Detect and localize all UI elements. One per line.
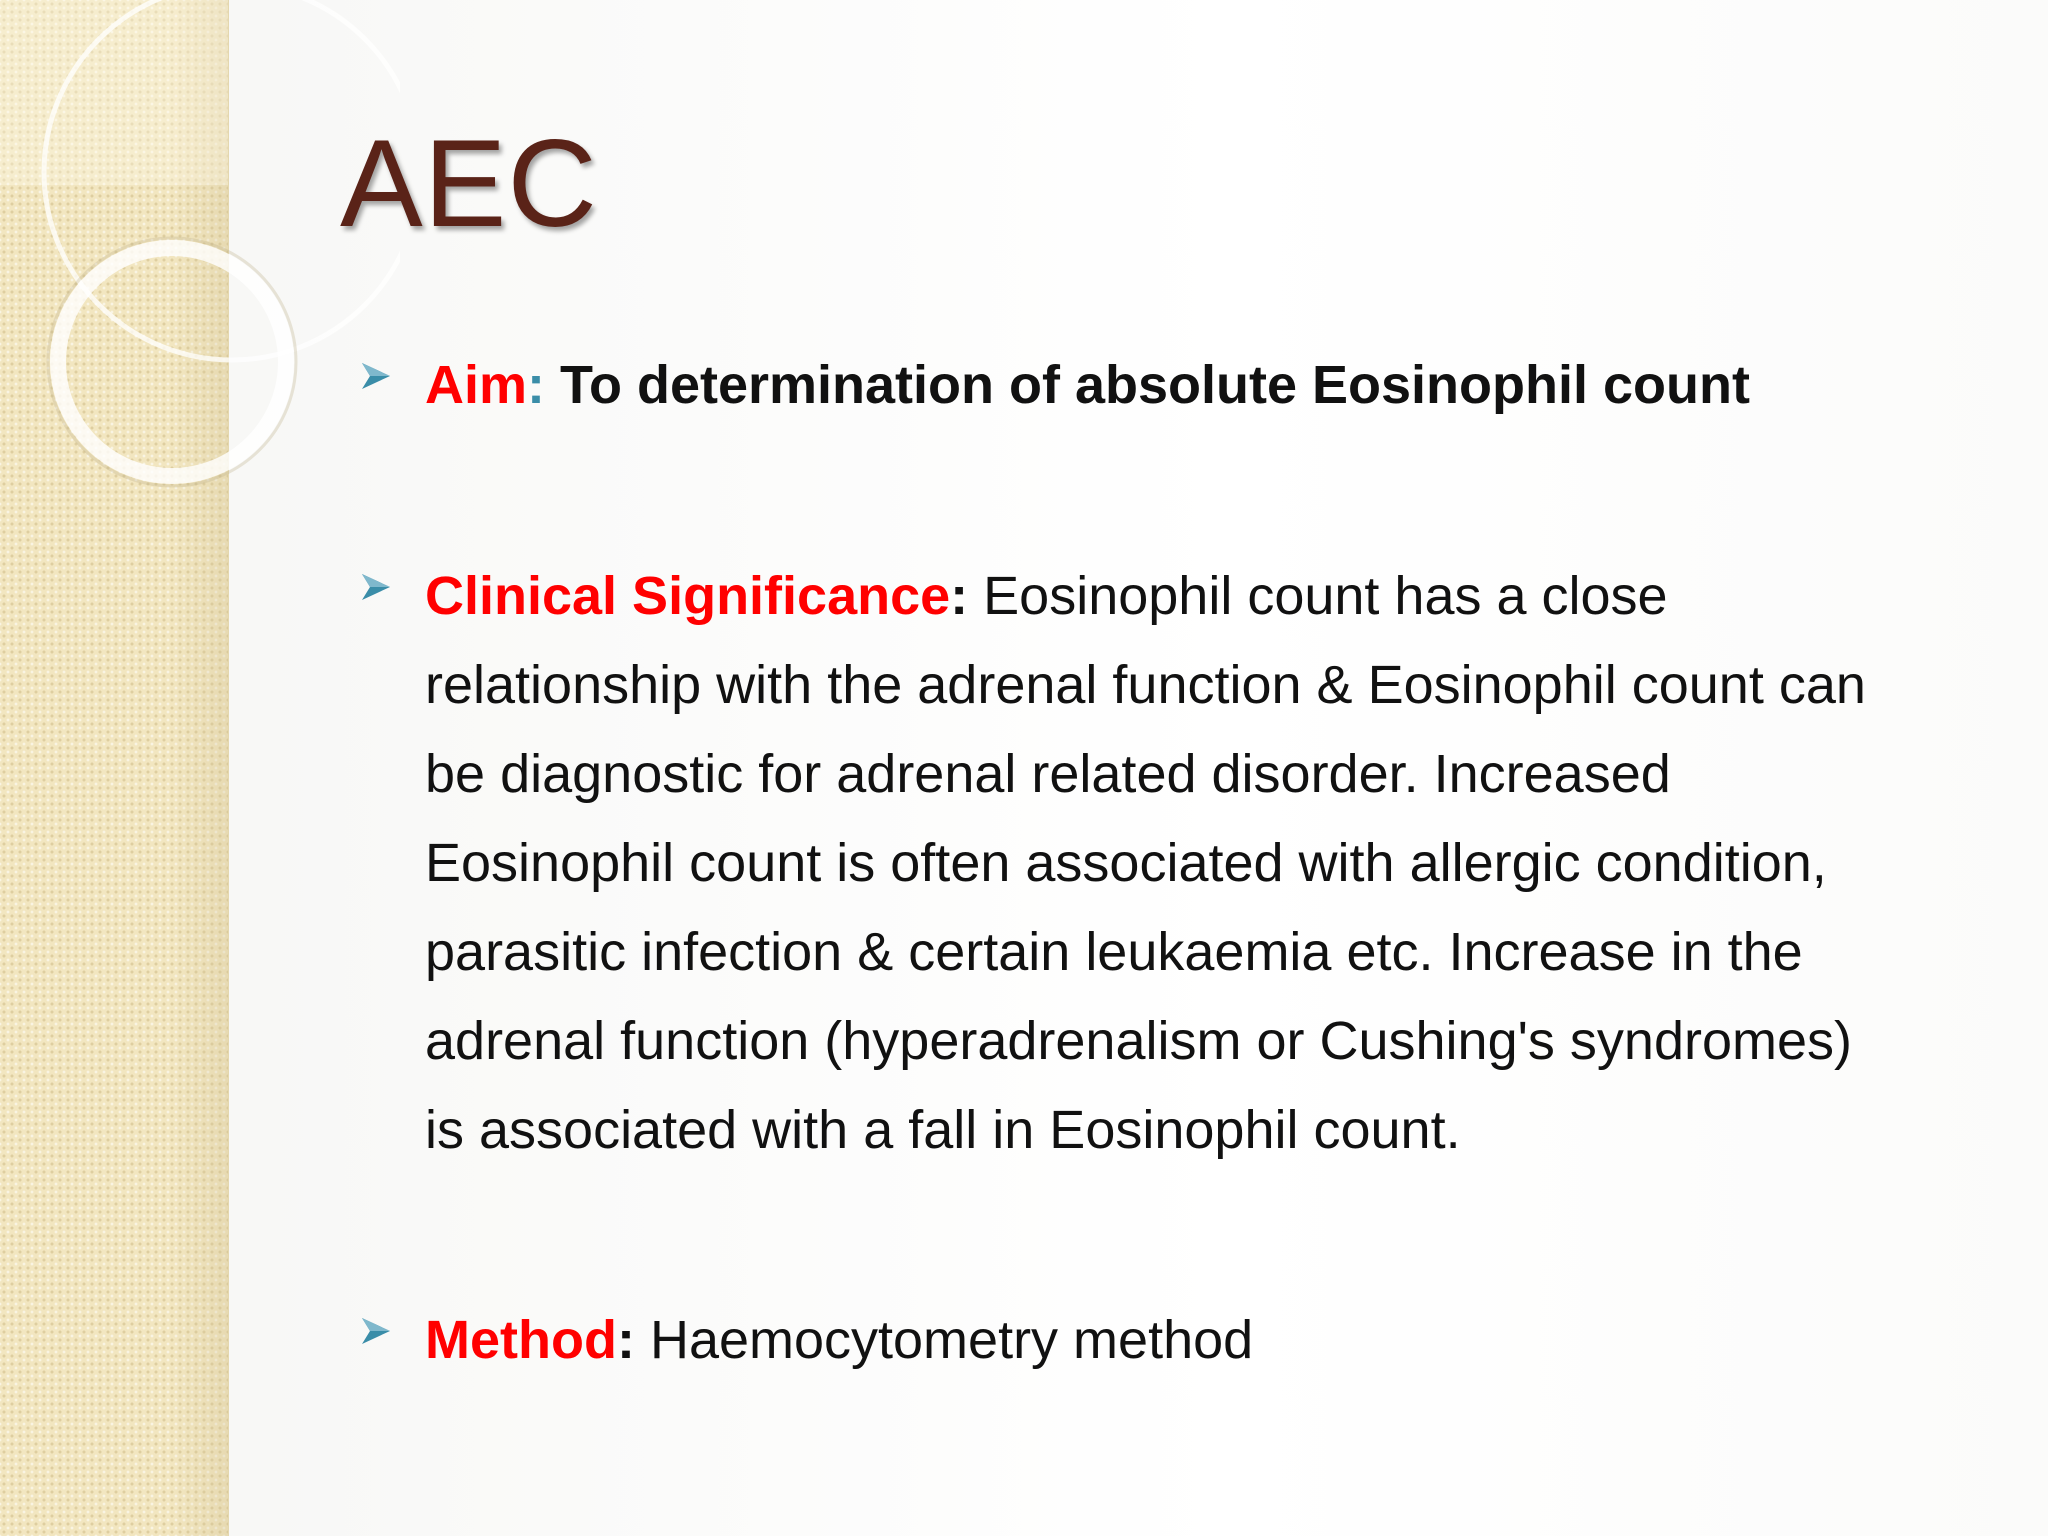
clinical-significance-line: be diagnostic for adrenal related disorder. Increased — [425, 744, 1671, 804]
method-label: Method — [425, 1310, 617, 1370]
clinical-significance-line: is associated with a fall in Eosinophil count. — [425, 1100, 1461, 1160]
clinical-significance-line: Eosinophil count has a close — [968, 566, 1668, 626]
small-ring-shadow — [48, 238, 296, 486]
arrowhead-bullet-icon — [360, 361, 392, 391]
clinical-significance-line: relationship with the adrenal function & Eosinophil count can — [425, 655, 1866, 715]
method-text: Haemocytometry method — [634, 1310, 1254, 1370]
clinical-significance-line: Eosinophil count is often associated with allergic condition, — [425, 833, 1827, 893]
decorative-rings — [0, 0, 400, 520]
bullet-clinical-significance — [360, 552, 2000, 1175]
arrowhead-bullet-icon — [360, 572, 392, 602]
method-colon: : — [616, 1310, 635, 1370]
clinical-significance-colon: : — [950, 566, 969, 626]
clinical-significance-line: parasitic infection & certain leukaemia etc. Increase in the — [425, 922, 1803, 982]
arrowhead-bullet-icon — [360, 1316, 392, 1346]
aim-colon: : — [527, 355, 545, 415]
clinical-significance-label: Clinical Significance — [425, 566, 951, 626]
clinical-significance-line: adrenal function (hyperadrenalism or Cushing's syndromes) — [425, 1011, 1852, 1071]
aim-label: Aim — [425, 355, 528, 415]
slide-title: AEC — [340, 115, 598, 253]
bullet-aim — [360, 341, 2000, 430]
bullet-method — [360, 1296, 2000, 1385]
aim-text: To determination of absolute Eosinophil count — [545, 355, 1750, 415]
small-ring-shape — [58, 248, 286, 476]
